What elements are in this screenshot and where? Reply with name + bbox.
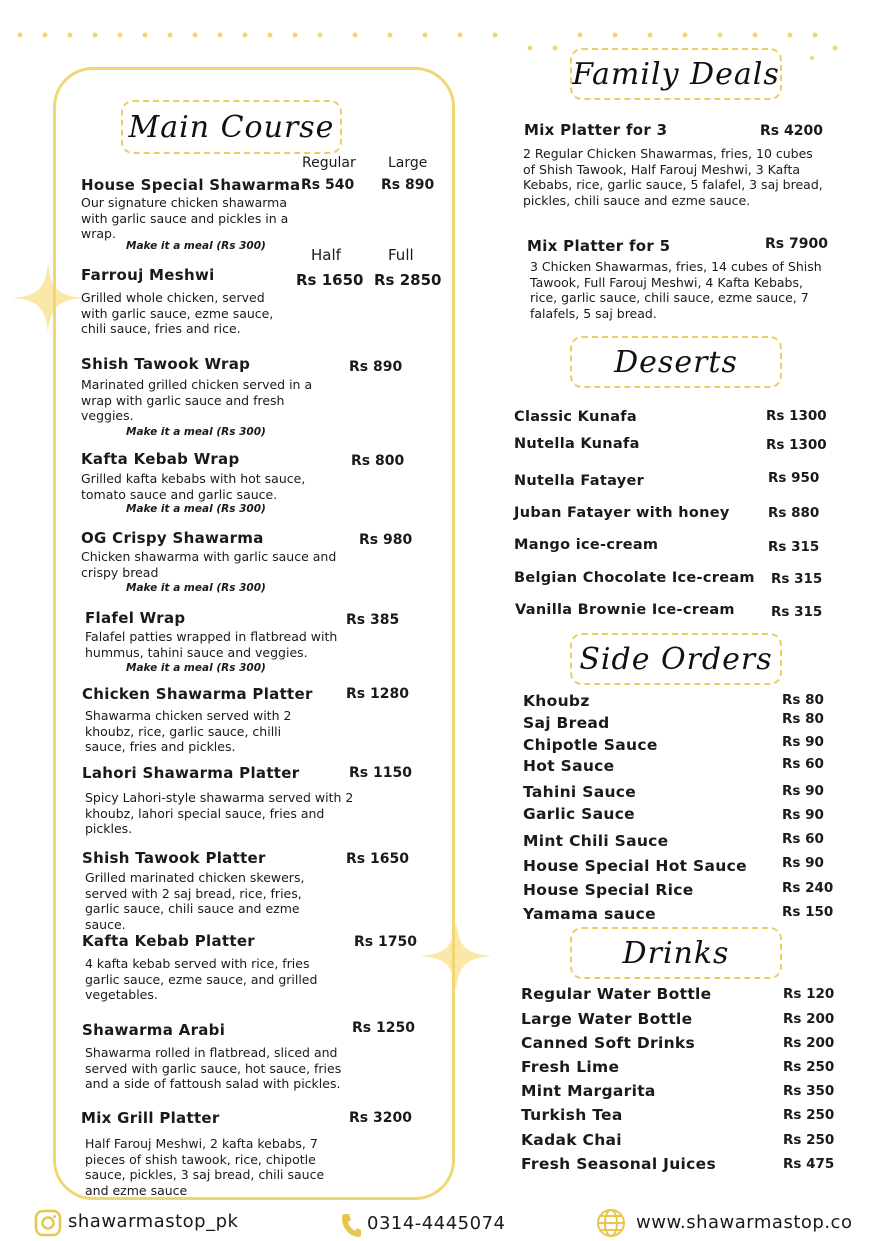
phone-number[interactable]: 0314-4445074	[367, 1213, 506, 1234]
menu-item-name: Shawarma Arabi	[82, 1021, 226, 1039]
deal-name: Mix Platter for 5	[527, 237, 671, 255]
menu-item-name: Lahori Shawarma Platter	[82, 764, 300, 782]
meal-note: Make it a meal (Rs 300)	[126, 503, 266, 515]
family-deals-heading: Family Deals	[570, 48, 782, 100]
drink-name: Fresh Seasonal Juices	[521, 1155, 716, 1173]
menu-item-name: OG Crispy Shawarma	[81, 529, 264, 547]
menu-item-desc: Marinated grilled chicken served in a wrap with garlic sauce and fresh veggies.	[81, 377, 313, 423]
desert-name: Nutella Fatayer	[514, 473, 645, 489]
side-price: Rs 240	[782, 880, 834, 896]
menu-item-desc: Spicy Lahori-style shawarma served with 2 khoubz, lahori special sauce, fries and pickles.	[85, 790, 354, 836]
menu-item-price-half: Rs 1650	[296, 271, 364, 289]
menu-item-desc: Falafel patties wrapped in flatbread with hummus, tahini sauce and veggies.	[85, 629, 338, 660]
drink-name: Kadak Chai	[521, 1131, 622, 1149]
menu-item-name: Chicken Shawarma Platter	[82, 685, 313, 703]
side-name: Chipotle Sauce	[523, 736, 658, 754]
desert-name: Juban Fatayer with honey	[514, 505, 730, 521]
side-name: House Special Rice	[523, 881, 694, 899]
globe-icon	[596, 1208, 626, 1238]
menu-item-desc: 4 kafta kebab served with rice, fries garlic sauce, ezme sauce, and grilled vegetables.	[85, 956, 318, 1002]
drink-price: Rs 475	[783, 1156, 835, 1172]
drink-name: Fresh Lime	[521, 1058, 620, 1076]
menu-item-name: Flafel Wrap	[85, 609, 186, 627]
menu-item-price: Rs 385	[346, 612, 400, 628]
menu-item-price: Rs 980	[359, 532, 413, 548]
menu-item-desc: Half Farouj Meshwi, 2 kafta kebabs, 7 pieces of shish tawook, rice, chipotle sauce, pickles, 3 saj bread, chili sauce and ezme sauce	[85, 1136, 325, 1198]
drinks-heading: Drinks	[570, 927, 782, 979]
drink-price: Rs 200	[783, 1035, 835, 1051]
drink-name: Large Water Bottle	[521, 1010, 693, 1028]
drink-price: Rs 250	[783, 1107, 835, 1123]
main-course-heading: Main Course	[121, 100, 342, 154]
menu-item-desc: Grilled marinated chicken skewers, served with 2 saj bread, rice, fries, garlic sauce, chili sauce and ezme sauce.	[85, 870, 305, 932]
side-name: Hot Sauce	[523, 757, 615, 775]
menu-item-price: Rs 1250	[352, 1020, 415, 1036]
drink-price: Rs 200	[783, 1011, 835, 1027]
side-price: Rs 90	[782, 783, 824, 799]
desert-price: Rs 315	[771, 571, 823, 587]
website-link[interactable]: www.shawarmastop.co	[636, 1212, 853, 1233]
deal-desc: 3 Chicken Shawarmas, fries, 14 cubes of Shish Tawook, Full Farouj Meshwi, 4 Kafta Kebabs, rice, garlic sauce, chili sauce, ezme sauce, 7 falafels, 5 saj bread.	[530, 259, 822, 321]
side-price: Rs 150	[782, 904, 834, 920]
side-name: Mint Chili Sauce	[523, 832, 669, 850]
menu-item-name: Shish Tawook Platter	[82, 849, 266, 867]
deserts-heading: Deserts	[570, 336, 782, 388]
meal-note: Make it a meal (Rs 300)	[126, 582, 266, 594]
side-price: Rs 80	[782, 692, 824, 708]
col-full-label: Full	[388, 246, 414, 264]
col-half-label: Half	[311, 246, 341, 264]
menu-item-desc: Shawarma chicken served with 2 khoubz, rice, garlic sauce, chilli sauce, fries and pickles.	[85, 708, 292, 754]
side-name: Yamama sauce	[523, 905, 656, 923]
menu-item-desc: Shawarma rolled in flatbread, sliced and served with garlic sauce, hot sauce, fries and a side of fattoush salad with pickles.	[85, 1045, 342, 1091]
side-orders-heading: Side Orders	[570, 633, 782, 685]
side-price: Rs 60	[782, 756, 824, 772]
desert-name: Vanilla Brownie Ice-cream	[515, 602, 735, 618]
menu-item-price: Rs 1750	[354, 934, 417, 950]
deal-price: Rs 4200	[760, 123, 823, 139]
menu-item-price: Rs 800	[351, 453, 405, 469]
menu-item-price: Rs 1650	[346, 851, 409, 867]
drink-price: Rs 350	[783, 1083, 835, 1099]
menu-item-name: House Special Shawarma	[81, 176, 301, 194]
menu-item-price: Rs 1150	[349, 765, 412, 781]
desert-price: Rs 315	[768, 539, 820, 555]
drink-name: Turkish Tea	[521, 1106, 623, 1124]
side-price: Rs 90	[782, 734, 824, 750]
desert-name: Mango ice-cream	[514, 537, 659, 553]
side-name: House Special Hot Sauce	[523, 857, 747, 875]
col-regular-label: Regular	[302, 155, 356, 171]
meal-note: Make it a meal (Rs 300)	[126, 662, 266, 674]
desert-name: Belgian Chocolate Ice-cream	[514, 570, 755, 586]
menu-item-desc: Chicken shawarma with garlic sauce and crispy bread	[81, 549, 337, 580]
menu-item-price: Rs 3200	[349, 1110, 412, 1126]
side-name: Khoubz	[523, 692, 590, 710]
menu-item-name: Farrouj Meshwi	[81, 266, 215, 284]
desert-price: Rs 315	[771, 604, 823, 620]
menu-item-desc: Grilled whole chicken, served with garlic sauce, ezme sauce, chili sauce, fries and rice.	[81, 290, 274, 336]
deal-price: Rs 7900	[765, 236, 828, 252]
drink-price: Rs 250	[783, 1132, 835, 1148]
drink-name: Canned Soft Drinks	[521, 1034, 696, 1052]
desert-name: Classic Kunafa	[514, 409, 637, 425]
instagram-handle[interactable]: shawarmastop_pk	[68, 1211, 239, 1232]
menu-item-price-full: Rs 2850	[374, 271, 442, 289]
side-price: Rs 90	[782, 807, 824, 823]
desert-price: Rs 880	[768, 505, 820, 521]
meal-note: Make it a meal (Rs 300)	[126, 426, 266, 438]
meal-note: Make it a meal (Rs 300)	[126, 240, 266, 252]
menu-item-desc: Our signature chicken shawarma with garlic sauce and pickles in a wrap.	[81, 195, 289, 241]
desert-name: Nutella Kunafa	[514, 436, 640, 452]
col-large-label: Large	[388, 155, 428, 171]
deal-desc: 2 Regular Chicken Shawarmas, fries, 10 cubes of Shish Tawook, Half Farouj Meshwi, 3 Kafta Kebabs, rice, garlic sauce, 5 falafel, 3 saj bread, pickles, chili sauce and ezme sauce.	[523, 146, 823, 208]
menu-item-name: Kafta Kebab Platter	[82, 932, 256, 950]
drink-price: Rs 120	[783, 986, 835, 1002]
side-price: Rs 90	[782, 855, 824, 871]
side-price: Rs 80	[782, 711, 824, 727]
drink-name: Regular Water Bottle	[521, 985, 712, 1003]
menu-item-price-large: Rs 890	[381, 177, 435, 193]
side-name: Garlic Sauce	[523, 805, 635, 823]
drink-price: Rs 250	[783, 1059, 835, 1075]
deal-name: Mix Platter for 3	[524, 121, 668, 139]
drink-name: Mint Margarita	[521, 1082, 656, 1100]
menu-item-price: Rs 1280	[346, 686, 409, 702]
desert-price: Rs 1300	[766, 437, 827, 453]
side-name: Saj Bread	[523, 714, 610, 732]
menu-item-price: Rs 890	[349, 359, 403, 375]
side-name: Tahini Sauce	[523, 783, 637, 801]
instagram-icon	[34, 1209, 62, 1237]
side-price: Rs 60	[782, 831, 824, 847]
desert-price: Rs 950	[768, 470, 820, 486]
desert-price: Rs 1300	[766, 408, 827, 424]
menu-item-name: Kafta Kebab Wrap	[81, 450, 240, 468]
menu-item-price: Rs 540	[301, 177, 355, 193]
menu-item-name: Mix Grill Platter	[81, 1109, 220, 1127]
phone-icon	[340, 1212, 362, 1238]
menu-item-desc: Grilled kafta kebabs with hot sauce, tomato sauce and garlic sauce.	[81, 471, 306, 502]
menu-item-name: Shish Tawook Wrap	[81, 355, 251, 373]
